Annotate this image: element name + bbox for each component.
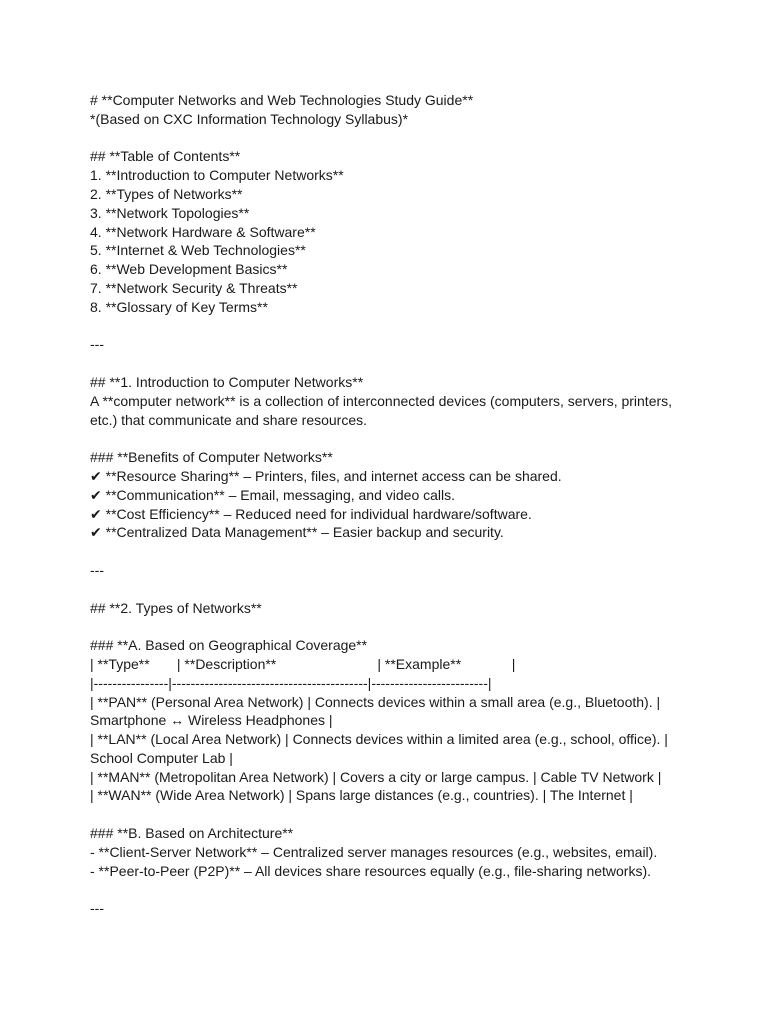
blank-line bbox=[90, 542, 710, 561]
benefit-item: ✔ **Cost Efficiency** – Reduced need for individual hardware/software. bbox=[90, 505, 532, 522]
blank-line bbox=[90, 429, 710, 448]
doc-title: # **Computer Networks and Web Technologies Study Guide** bbox=[90, 92, 474, 108]
benefit-item: ✔ **Centralized Data Management** – Easier backup and security. bbox=[90, 524, 504, 541]
benefit-item: ✔ **Communication** – Email, messaging, and video calls. bbox=[90, 486, 456, 503]
section-divider: --- bbox=[90, 336, 104, 353]
section-divider: --- bbox=[90, 900, 104, 917]
toc-item: 3. **Network Topologies** bbox=[90, 204, 250, 221]
paragraph-line: A **computer network** is a collection of interconnected devices (computers, servers, printers, bbox=[90, 392, 673, 409]
list-item: - **Peer-to-Peer (P2P)** – All devices share resources equally (e.g., file-sharing networks). bbox=[90, 862, 652, 879]
blank-line bbox=[90, 617, 710, 636]
section-heading: ## **2. Types of Networks** bbox=[90, 599, 262, 616]
toc-item: 5. **Internet & Web Technologies** bbox=[90, 242, 306, 259]
document-page bbox=[90, 91, 710, 918]
blank-line bbox=[90, 354, 710, 373]
blank-line bbox=[90, 129, 710, 148]
table-row: | **MAN** (Metropolitan Area Network) | Covers a city or large campus. | Cable TV Network | bbox=[90, 768, 662, 785]
section-heading: ## **1. Introduction to Computer Networks** bbox=[90, 373, 364, 390]
toc-item: 4. **Network Hardware & Software** bbox=[90, 223, 316, 240]
table-row: | **WAN** (Wide Area Network) | Spans large distances (e.g., countries). | The Internet | bbox=[90, 787, 633, 804]
toc-item: 8. **Glossary of Key Terms** bbox=[90, 298, 268, 315]
toc-item: 1. **Introduction to Computer Networks** bbox=[90, 167, 344, 184]
subsection-heading: ### **A. Based on Geographical Coverage** bbox=[90, 637, 368, 654]
toc-item: 2. **Types of Networks** bbox=[90, 185, 243, 202]
table-separator-row: |----------------|------------------------------------------|-------------------------| bbox=[90, 674, 492, 691]
benefit-item: ✔ **Resource Sharing** – Printers, files, and internet access can be shared. bbox=[90, 467, 562, 484]
toc-item: 7. **Network Security & Threats** bbox=[90, 279, 298, 296]
table-row: | **PAN** (Personal Area Network) | Connects devices within a small area (e.g., Bluetooth). | bbox=[90, 693, 661, 710]
subsection-heading: ### **Benefits of Computer Networks** bbox=[90, 449, 333, 466]
blank-line bbox=[90, 317, 710, 336]
doc-subtitle: *(Based on CXC Information Technology Syllabus)* bbox=[90, 110, 409, 127]
blank-line bbox=[90, 580, 710, 599]
toc-heading: ## **Table of Contents** bbox=[90, 148, 241, 165]
subsection-heading: ### **B. Based on Architecture** bbox=[90, 825, 294, 842]
table-row: School Computer Lab | bbox=[90, 749, 233, 766]
toc-item: 6. **Web Development Basics** bbox=[90, 261, 288, 278]
blank-line bbox=[90, 880, 710, 899]
table-row: | **LAN** (Local Area Network) | Connects devices within a limited area (e.g., school, office). | bbox=[90, 731, 668, 748]
blank-line bbox=[90, 805, 710, 824]
paragraph-line: etc.) that communicate and share resources. bbox=[90, 411, 368, 428]
table-row: Smartphone ↔ Wireless Headphones | bbox=[90, 712, 333, 729]
list-item: - **Client-Server Network** – Centralized server manages resources (e.g., websites, email). bbox=[90, 843, 658, 860]
table-header-row: | **Type** | **Description** | **Example** | bbox=[90, 655, 516, 672]
section-divider: --- bbox=[90, 561, 104, 578]
